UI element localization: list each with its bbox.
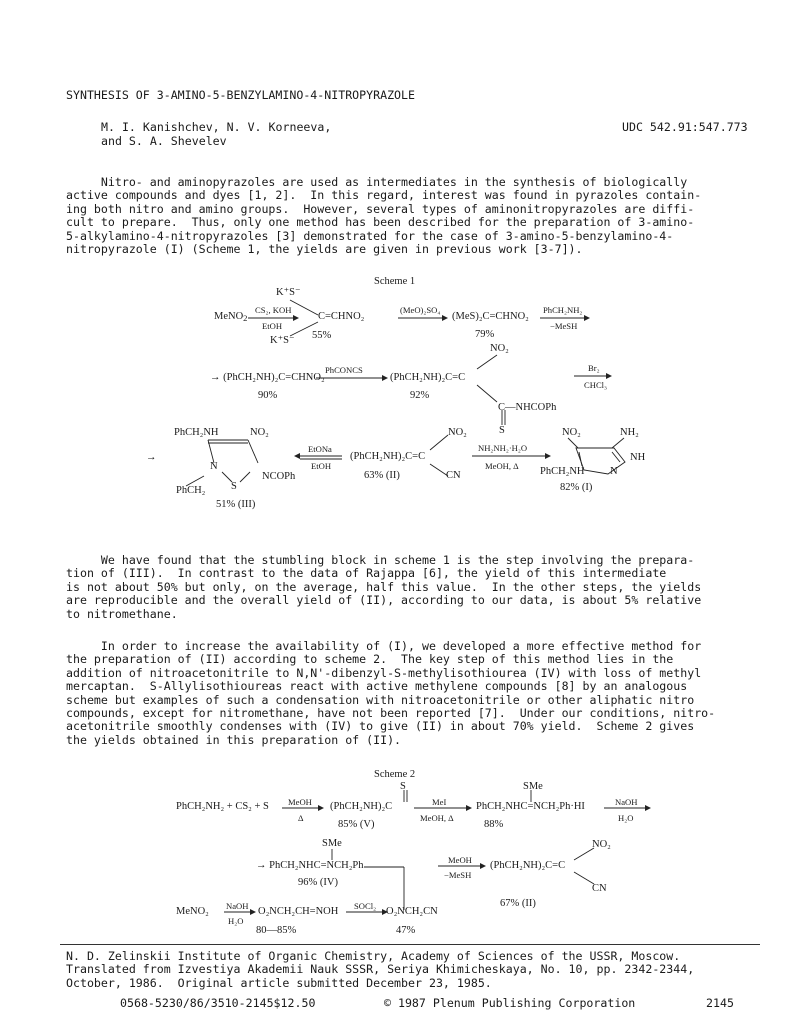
- pz-no2: NO₂: [562, 427, 581, 438]
- reagent-etoh: EtOH: [262, 321, 283, 331]
- author-line-2: and S. A. Shevelev: [101, 134, 227, 148]
- reagent-meoh-delta: MeOH, Δ: [485, 461, 519, 471]
- reagent-h2o-2: H₂O: [228, 916, 244, 926]
- reagent-meo2so4: (MeO)₂SO₄: [400, 305, 441, 315]
- reagent-delta: Δ: [298, 813, 304, 823]
- compound-isothiourea-iv: [256, 860, 363, 871]
- k-s-bottom: K⁺S⁻: [270, 335, 295, 346]
- reagent-mesh-s2: −MeSH: [444, 870, 472, 880]
- p4-cn-s2: CN: [592, 883, 607, 894]
- pz-nh2: NH₂: [620, 427, 639, 438]
- p1-sulfur: S: [400, 781, 406, 792]
- text-line: tion of (III). In contrast to the data of Rajappa [6], the yield of this intermediate: [66, 566, 667, 581]
- pz-phch2nh: PhCH₂NH: [540, 466, 585, 477]
- footnote-line: Translated from Izvestiya Akademii Nauk SSSR, Seriya Khimicheskaya, No. 10, pp. 2342-2344,: [66, 962, 695, 977]
- compound-ii-s2: (PhCH₂NH)₂C=C: [490, 860, 566, 871]
- page-number: 2145: [706, 996, 734, 1010]
- reagent-meoh-s2: MeOH: [448, 855, 472, 865]
- reagent-phch2nh2: PhCH₂NH₂: [543, 305, 583, 315]
- yield-47: 47%: [396, 925, 416, 936]
- udc-code: UDC 542.91:547.773: [622, 120, 748, 134]
- text-line: nitropyrazole (I) (Scheme 1, the yields are given in previous work [3-7]).: [66, 242, 583, 257]
- paper-title: SYNTHESIS OF 3-AMINO-5-BENZYLAMINO-4-NITROPYRAZOLE: [66, 88, 416, 102]
- reagent-socl2: SOCl₂: [354, 901, 377, 911]
- yield-88: 88%: [484, 819, 504, 830]
- yield-82-i: 82% (I): [560, 482, 593, 493]
- reagent-meoh: MeOH: [288, 797, 312, 807]
- text-line: scheme but examples of such a condensation with nitroacetonitrile or other aliphatic nitro: [66, 692, 695, 707]
- pz-nh: NH: [630, 452, 646, 463]
- footnote: [66, 950, 756, 990]
- scheme-1-label: Scheme 1: [374, 276, 416, 287]
- yield-85-v: 85% (V): [338, 819, 375, 830]
- t-n: N: [210, 461, 218, 472]
- p4-sulfur: S: [499, 425, 505, 436]
- reagent-naoh-2: NaOH: [226, 901, 249, 911]
- reagent-phconcs: PhCONCS: [325, 365, 363, 375]
- text-line: acetonitrile smoothly condenses with (IV) to give (II) in about 70% yield. Scheme 2 gives: [66, 719, 695, 734]
- text-line: Nitro- and aminopyrazoles are used as intermediates in the synthesis of biologically: [66, 175, 688, 189]
- reagent-mei: MeI: [432, 797, 447, 807]
- text-line: compounds, except for nitromethane, have not been reported [7]. Under our conditions, nitro-: [66, 706, 716, 721]
- reagent-naoh: NaOH: [615, 797, 638, 807]
- copyright-code: 0568-5230/86/3510-2145$12.50: [120, 996, 316, 1010]
- text-line: ing both nitro and amino groups. However, several types of aminonitropyrazoles are diffi-: [66, 201, 695, 216]
- menо2-text: MeNO: [214, 311, 244, 322]
- reactants-start: PhCH₂NH₂ + CS₂ + S: [176, 801, 269, 812]
- yield-63-ii: 63% (II): [364, 470, 400, 481]
- scheme-2-label: Scheme 2: [374, 769, 416, 780]
- arrow-lead-3: →: [146, 452, 157, 463]
- compound-p5: (PhCH₂NH)₂C=C: [350, 451, 426, 462]
- text-line: In order to increase the availability of (I), we developed a more effective method for: [66, 639, 702, 653]
- compound-nitroacetonitrile: O₂NCH₂CN: [386, 906, 438, 917]
- t-ncoph: NCOPh: [262, 471, 296, 482]
- p4-no2: NO₂: [490, 343, 509, 354]
- k-s-top: K⁺S⁻: [276, 287, 301, 298]
- p4-no2-s2: NO₂: [592, 839, 611, 850]
- text-line: mercaptan. S-Allylisothioureas react with active methylene compounds [8] by an analogous: [66, 679, 688, 694]
- reagent-etoh-2: EtOH: [311, 461, 332, 471]
- yield-90: 90%: [258, 390, 278, 401]
- text-line: addition of nitroacetonitrile to N,N'-dibenzyl-S-methylisothiourea (IV) with loss of methyl: [66, 665, 702, 680]
- reagent-h2o: H₂O: [618, 813, 634, 823]
- copyright-notice: © 1987 Plenum Publishing Corporation: [384, 996, 636, 1010]
- reagent-meoh-delta-2: MeOH, Δ: [420, 813, 454, 823]
- yield-80-85: 80—85%: [256, 925, 297, 936]
- yield-79: 79%: [475, 329, 495, 340]
- text-line: We have found that the stumbling block in scheme 1 is the step involving the prepara-: [66, 553, 695, 567]
- compound-nitroacetaldoxime: O₂NCH₂CH=NOH: [258, 906, 339, 917]
- footnote-line: October, 1986. Original article submitted December 23, 1985.: [66, 975, 492, 990]
- yield-67-ii: 67% (II): [500, 898, 536, 909]
- reagent-cs2-koh: CS₂, KOH: [255, 305, 292, 315]
- p2-sme: SMe: [523, 781, 543, 792]
- text-line: cult to prepare. Thus, only one method has been described for the preparation of 3-amino-: [66, 215, 695, 230]
- p3-sme: SMe: [322, 838, 342, 849]
- text-line: are reproducible and the overall yield of (II), according to our data, is about 5% relative: [66, 593, 702, 608]
- author-line-1: M. I. Kanishchev, N. V. Korneeva,: [101, 120, 332, 134]
- compound-mes2: (MeS)₂C=CHNO₂: [452, 311, 529, 322]
- footnote-rule: [60, 944, 760, 945]
- p5-cn: CN: [446, 470, 461, 481]
- text-line: is not about 50% but only, on the average, half this value. In the other steps, the yields: [66, 579, 702, 594]
- t-phch2nh: PhCH₂NH: [174, 427, 219, 438]
- compound-hi-salt: PhCH₂NHC=NCH₂Ph·HI: [476, 801, 585, 812]
- compound-meno2-s2: MeNO₂: [176, 906, 209, 917]
- yield-92: 92%: [410, 390, 430, 401]
- p5-no2: NO₂: [448, 427, 467, 438]
- compound-p4: (PhCH₂NH)₂C=C: [390, 372, 466, 383]
- reagent-etona: EtONa: [308, 444, 332, 454]
- footnote-line: N. D. Zelinskii Institute of Organic Chemistry, Academy of Sciences of the USSR, Moscow.: [66, 949, 681, 963]
- arrow-lead-s2: →: [256, 860, 267, 871]
- pz-n: N: [610, 466, 618, 477]
- reagent-mesh: −MeSH: [550, 321, 578, 331]
- arrow-lead: →: [210, 372, 221, 383]
- p4-substituent: C—NHCOPh: [498, 402, 557, 413]
- menо2-sub: 2: [243, 313, 248, 323]
- p3-s2-text: PhCH₂NHC=NCH₂Ph: [269, 860, 364, 871]
- yield-51-iii: 51% (III): [216, 499, 256, 510]
- t-no2: NO₂: [250, 427, 269, 438]
- reagent-br2: Br₂: [588, 363, 600, 373]
- text-line: the preparation of (II) according to scheme 2. The key step of this method lies in the: [66, 652, 674, 667]
- compound-thiourea: (PhCH₂NH)₂C: [330, 801, 393, 812]
- yield-55: 55%: [312, 330, 332, 341]
- text-line: active compounds and dyes [1, 2]. In this regard, interest was found in pyrazoles contain-: [66, 188, 702, 203]
- reagent-hydrazine: NH₂NH₂·H₂O: [478, 443, 528, 453]
- compound-dithiolate: C=CHNO₂: [318, 311, 365, 322]
- text-line: 5-alkylamino-4-nitropyrazoles [3] demonstrated for the case of 3-amino-5-benzylamino-4-: [66, 228, 674, 243]
- text-line: the yields obtained in this preparation of (II).: [66, 732, 402, 747]
- p3-text: (PhCH₂NH)₂C=CHNO₂: [223, 372, 325, 383]
- yield-96-iv: 96% (IV): [298, 877, 338, 888]
- text-line: to nitromethane.: [66, 606, 178, 621]
- t-phch2: PhCH₂: [176, 485, 206, 496]
- reagent-chcl3: CHCl₃: [584, 380, 608, 390]
- t-s: S: [231, 481, 237, 492]
